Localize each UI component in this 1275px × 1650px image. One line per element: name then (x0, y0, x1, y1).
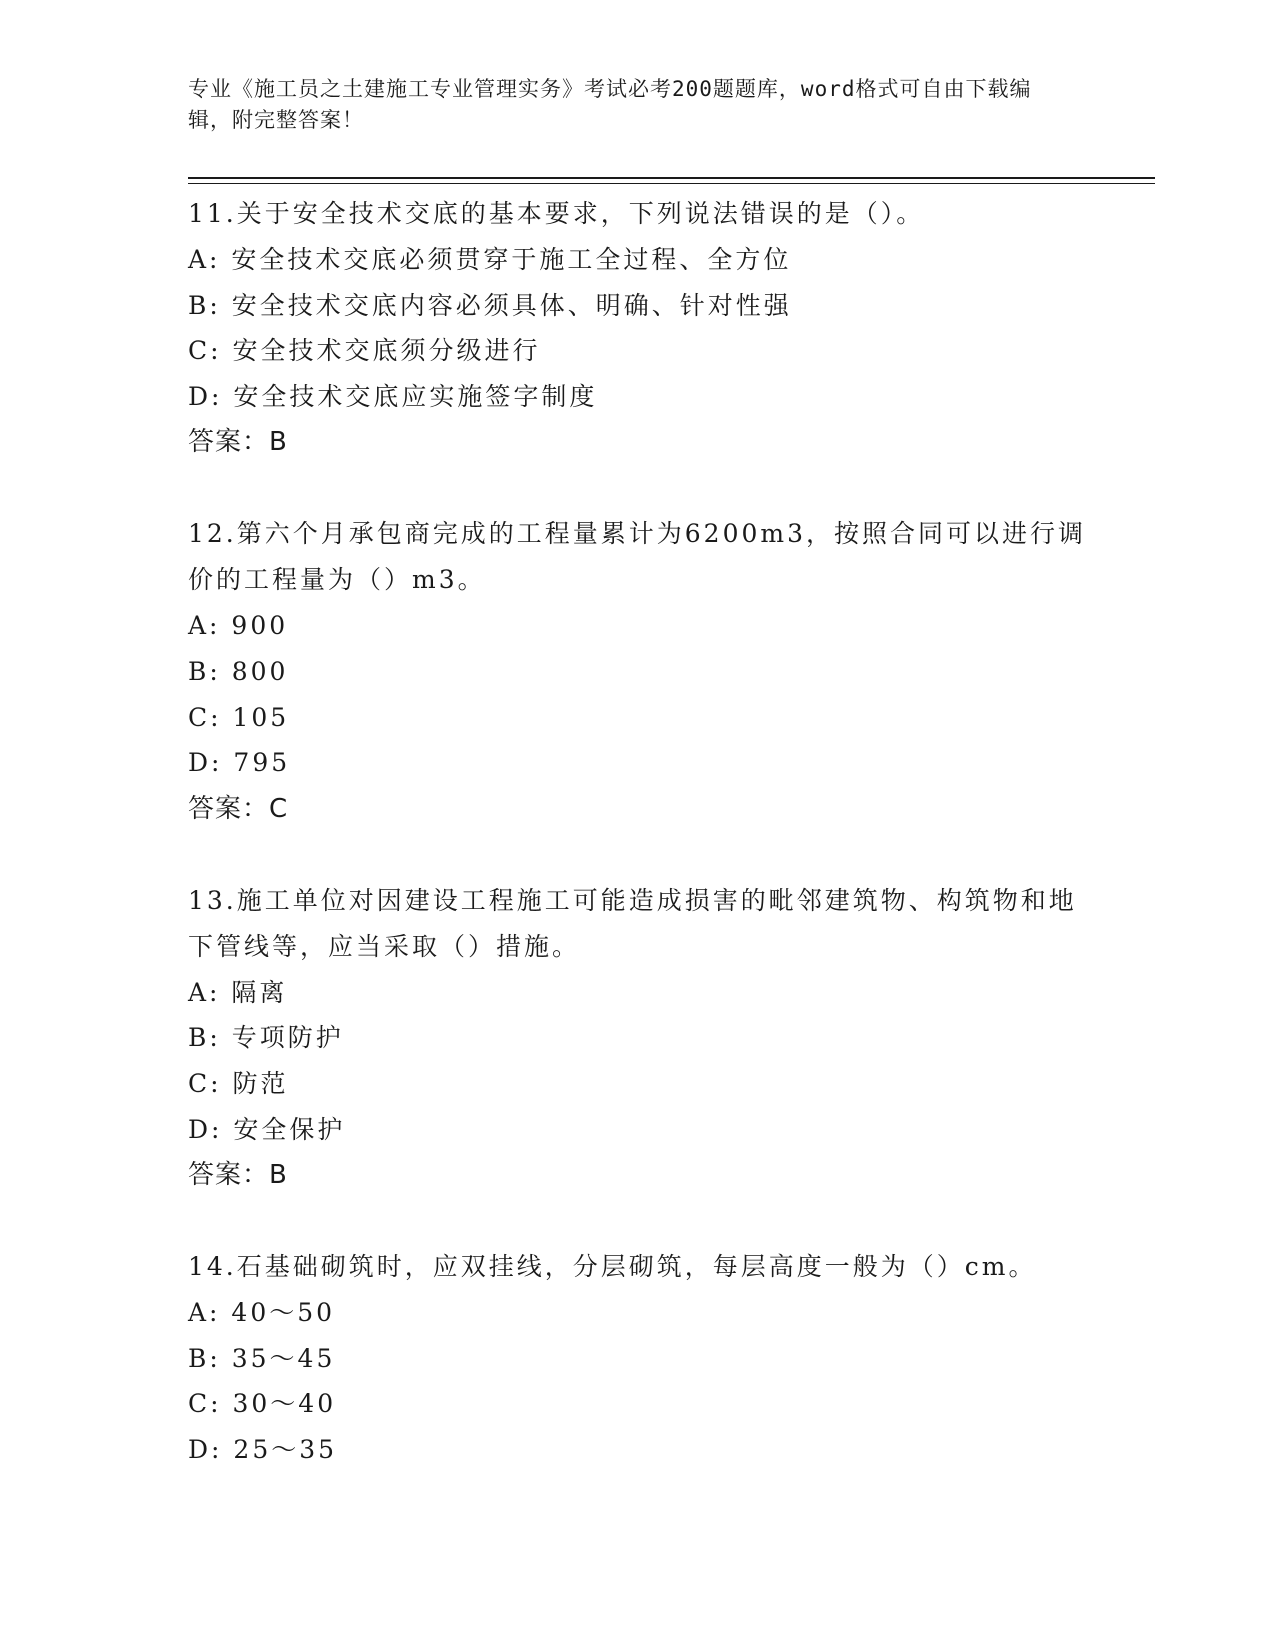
option-d: D: 25～35 (188, 1434, 338, 1464)
question-12 (188, 511, 1088, 831)
question-stem: 12.第六个月承包商完成的工程量累计为6200m3，按照合同可以进行调价的工程量为（）m3。 (188, 519, 1086, 595)
question-stem: 14.石基础砌筑时，应双挂线，分层砌筑，每层高度一般为（）cm。 (188, 1252, 1037, 1282)
answer: 答案：C (188, 793, 289, 824)
option-c: C: 防范 (188, 1068, 289, 1098)
question-stem: 13.施工单位对因建设工程施工可能造成损害的毗邻建筑物、构筑物和地下管线等，应当采取（）措施。 (188, 885, 1077, 961)
option-b: B: 专项防护 (188, 1023, 344, 1053)
question-list (188, 191, 1088, 1519)
option-a: A: 安全技术交底必须贯穿于施工全过程、全方位 (188, 245, 792, 274)
option-a: A: 隔离 (188, 977, 288, 1007)
option-c: C: 30～40 (188, 1389, 337, 1419)
option-a: A: 40～50 (188, 1298, 336, 1328)
option-d: D: 795 (188, 748, 291, 778)
header-rule-thin (188, 183, 1155, 184)
document-header: 专业《施工员之土建施工专业管理实务》考试必考200题题库，word格式可自由下载编辑，附完整答案！ (188, 77, 1032, 132)
option-a: A: 900 (188, 611, 289, 641)
header-rule-thick (188, 177, 1155, 179)
option-d: D: 安全保护 (188, 1114, 346, 1144)
option-b: B: 35～45 (188, 1343, 336, 1373)
answer: 答案：B (188, 427, 288, 458)
question-14 (188, 1244, 1088, 1472)
answer: 答案：B (188, 1160, 288, 1191)
option-d: D: 安全技术交底应实施签字制度 (188, 381, 598, 411)
option-c: C: 105 (188, 702, 290, 732)
option-c: C: 安全技术交底须分级进行 (188, 336, 541, 366)
question-11 (188, 191, 1088, 465)
option-b: B: 800 (188, 656, 289, 686)
question-stem: 11.关于安全技术交底的基本要求，下列说法错误的是（）。 (188, 199, 925, 228)
question-13 (188, 878, 1088, 1198)
option-b: B: 安全技术交底内容必须具体、明确、针对性强 (188, 290, 792, 320)
